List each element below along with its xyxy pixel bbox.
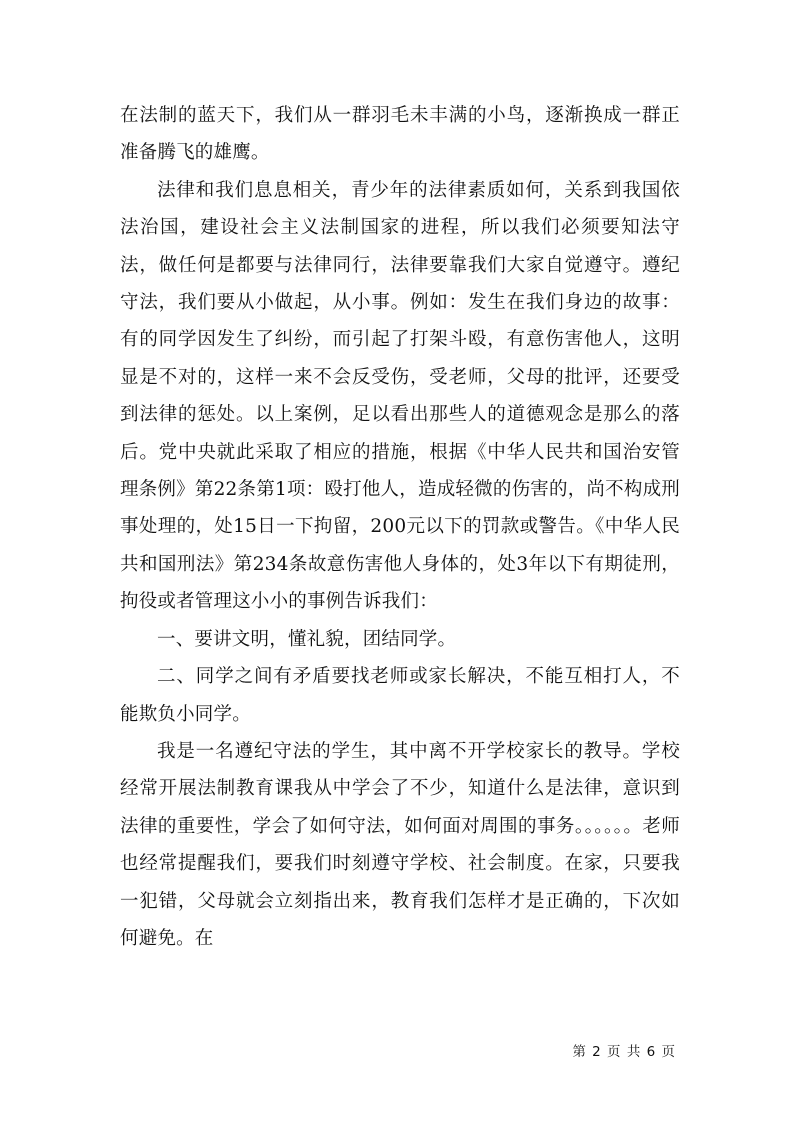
paragraph-1: 在法制的蓝天下，我们从一群羽毛未丰满的小鸟，逐渐换成一群正准备腾飞的雄鹰。 <box>120 105 680 164</box>
paragraph-3: 一、要讲文明，懂礼貌，团结同学。 <box>157 628 457 650</box>
paragraph-5: 我是一名遵纪守法的学生，其中离不开学校家长的教导。学校经常开展法制教育课我从中学会了不少，知道什么是法律，意识到法律的重要性，学会了如何守法，如何面对周围的事务。。。。。。老师也经常提醒我们，要我们时刻遵守学校、社会制度。在家，只要我一犯错，父母就会立刻指出来，教育我们怎样才是正确的，下次如何避免。在 <box>120 740 680 949</box>
page-number-footer: 第 2 页 共 6 页 <box>572 1044 676 1060</box>
paragraph-2: 法律和我们息息相关，青少年的法律素质如何，关系到我国依法治国，建设社会主义法制国家的进程，所以我们必须要知法守法，做任何是都要与法律同行，法律要靠我们大家自觉遵守。遵纪守法，我们要从小做起，从小事。例如：发生在我们身边的故事：有的同学因发生了纠纷，而引起了打架斗殴，有意伤害他人，这明显是不对的，这样一来不会反受伤，受老师，父母的批评，还要受到法律的惩处。以上案例，足以看出那些人的道德观念是那么的落后。党中央就此采取了相应的措施，根据《中华人民共和国治安管理条例》第22条第1项：殴打他人，造成轻微的伤害的，尚不构成刑事处理的，处15日一下拘留，200元以下的罚款或警告。《中华人民共和国刑法》第234条故意伤害他人身体的，处3年以下有期徒刑，拘役或者管理这小小的事例告诉我们： <box>120 179 680 613</box>
paragraph-4: 二、同学之间有矛盾要找老师或家长解决，不能互相打人，不能欺负小同学。 <box>120 666 680 725</box>
document-body <box>120 97 680 957</box>
